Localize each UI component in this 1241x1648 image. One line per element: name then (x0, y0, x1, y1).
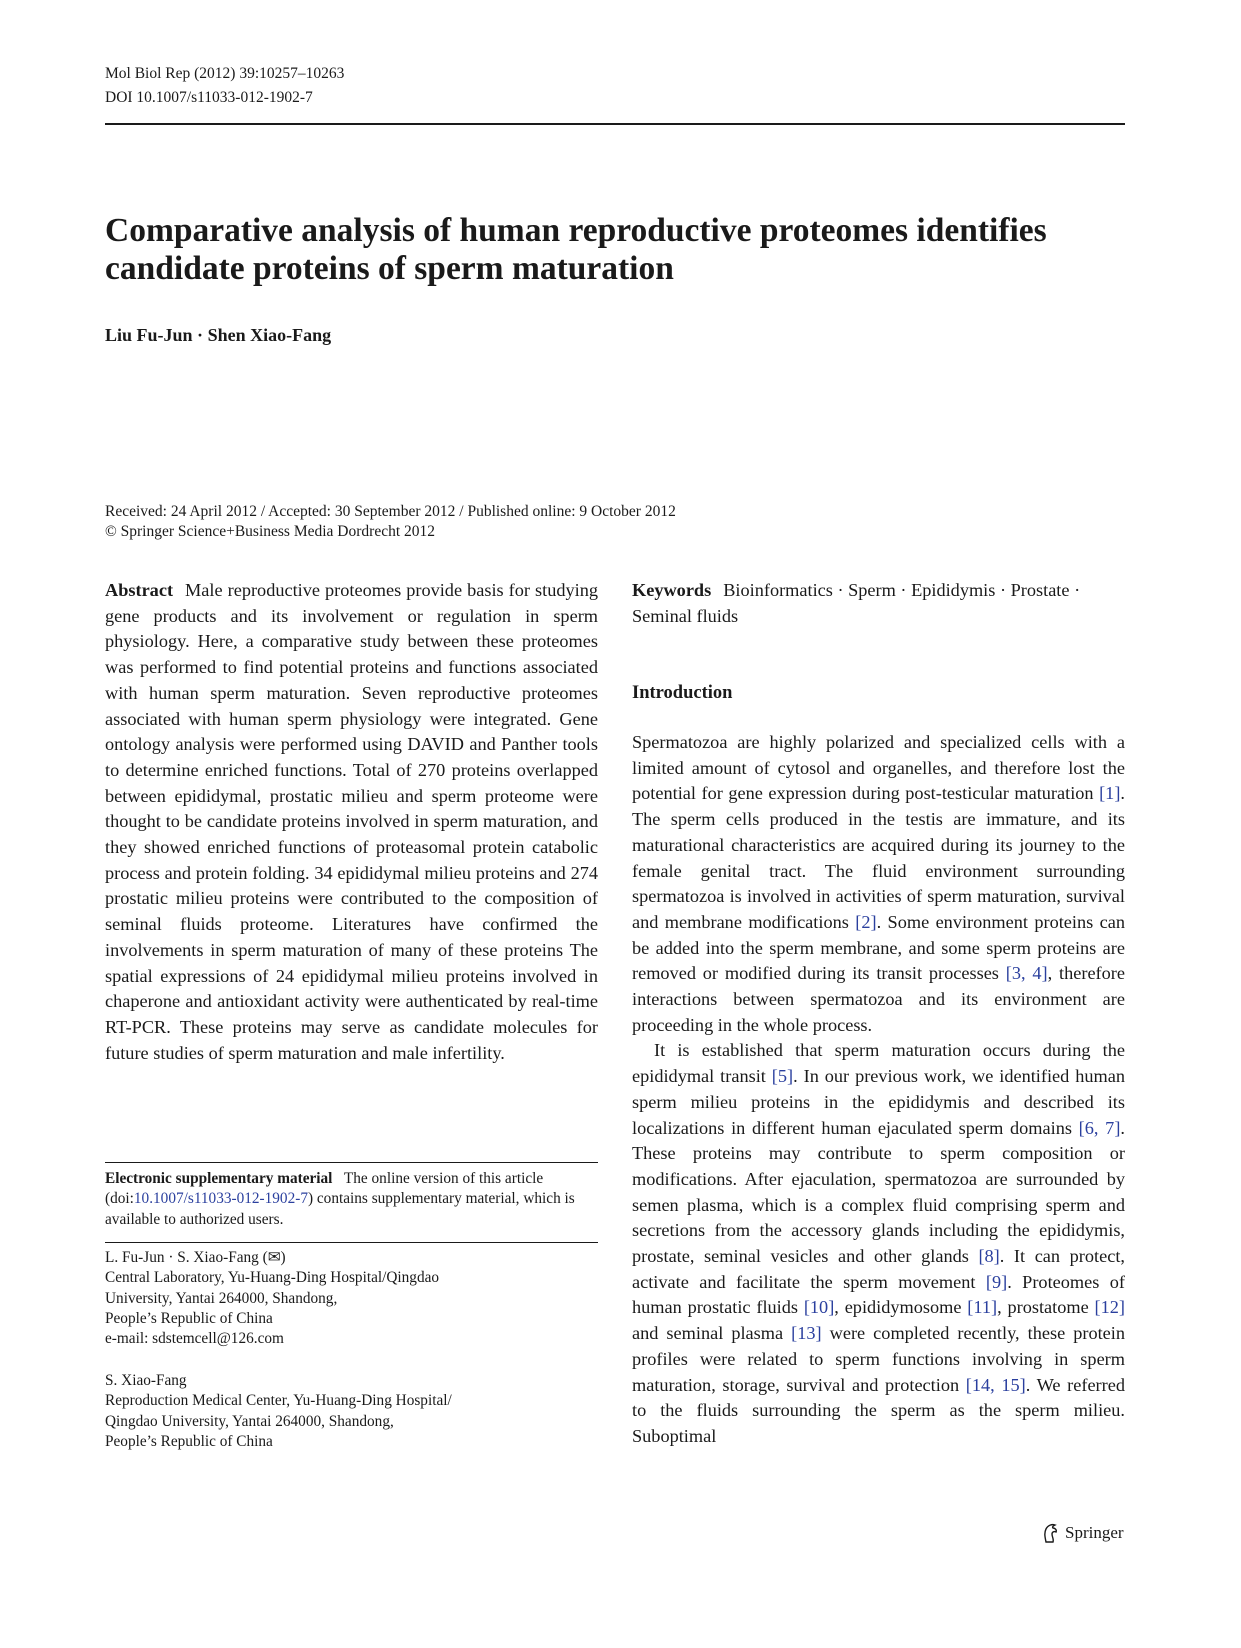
intro-text: . Some environment proteins can be added into the sperm membrane, and some sperm proteins are removed or modified during its transit processes (632, 911, 1126, 984)
author-separator: · (192, 325, 208, 345)
author-2: Shen Xiao-Fang (207, 325, 332, 345)
affiliation-1 (105, 1248, 598, 1349)
affil2-line2: Qingdao University, Yantai 264000, Shandong, (105, 1412, 394, 1430)
intro-text: . In our previous work, we identified human sperm milieu proteins in the epididymis and described its localizations in different human ejaculated sperm domains (632, 1066, 1125, 1138)
title-line-2: candidate proteins of sperm maturation (105, 250, 674, 287)
citation-link[interactable]: [12] (1094, 1297, 1125, 1318)
citation-link[interactable]: [10] (803, 1297, 835, 1318)
citation-link[interactable]: [11] (967, 1297, 998, 1318)
copyright-line: © Springer Science+Business Media Dordrecht 2012 (105, 523, 436, 540)
title-line-1: Comparative analysis of human reproductive proteomes identifies (105, 212, 1047, 249)
intro-text: Spermatozoa are highly polarized and specialized cells with a limited amount of cytosol and organelles, and therefore lost the potential for gene expression during post-testicular maturation (632, 732, 1125, 804)
citation-link[interactable]: [8] (978, 1246, 1000, 1267)
keywords-label: Keywords (632, 580, 712, 600)
affil1-line2: University, Yantai 264000, Shandong, (105, 1289, 338, 1307)
esm-label: Electronic supplementary material (105, 1170, 333, 1187)
citation-link[interactable]: [13] (791, 1323, 822, 1344)
article-title (105, 212, 1125, 288)
affil1-names: L. Fu-Jun · S. Xiao-Fang (✉) (105, 1249, 286, 1266)
intro-text: and seminal plasma (632, 1323, 792, 1344)
intro-text: were completed recently, these protein profiles were related to sperm functions involving in sperm maturation, storage, survival and protection (632, 1323, 1126, 1395)
intro-text: . These proteins may contribute to sperm composition or modifications. After ejaculation, spermatozoa are surrounded by semen plasma, which is a complex fluid comprising sperm and secretions from the accessory glands including the epididymis, prostate, seminal vesicles and other glands (632, 1117, 1125, 1267)
citation-link[interactable]: [2] (855, 911, 877, 932)
citation-link[interactable]: [5] (771, 1066, 794, 1087)
intro-paragraph-1 (632, 730, 1125, 1038)
keywords-text: Bioinformatics · Sperm · Epididymis · Prostate · Seminal fluids (632, 580, 1081, 626)
dates-line: Received: 24 April 2012 / Accepted: 30 September 2012 / Published online: 9 October 2012 (105, 503, 676, 520)
affil2-line3: People’s Republic of China (105, 1432, 273, 1450)
intro-text: It is established that sperm maturation occurs during the epididymal transit (632, 1040, 1125, 1087)
journal-citation: Mol Biol Rep (2012) 39:10257–10263 (105, 65, 345, 82)
author-list (105, 325, 331, 346)
header-rule (105, 123, 1125, 125)
intro-paragraph-2 (632, 1038, 1125, 1449)
author-1: Liu Fu-Jun (105, 325, 193, 345)
affil2-name: S. Xiao-Fang (105, 1372, 187, 1389)
intro-text: . We referred to the fluids surrounding the sperm as the sperm milieu. Suboptimal (632, 1374, 1125, 1446)
citation-link[interactable]: [6, 7] (1078, 1117, 1121, 1138)
citation-link[interactable]: [3, 4] (1005, 963, 1048, 984)
keywords (632, 578, 1125, 629)
esm-text-2: ) contains supplementary material, which is available to authorized users. (105, 1190, 575, 1228)
citation-link[interactable]: [1] (1099, 783, 1121, 804)
footnote-rule-2 (105, 1242, 598, 1243)
esm-doi-link[interactable]: 10.1007/s11033-012-1902-7 (133, 1190, 308, 1208)
introduction-heading: Introduction (632, 683, 733, 703)
intro-text: , epididymosome (834, 1297, 968, 1318)
esm-text-1: The online version of this article (doi: (105, 1170, 544, 1208)
supplementary-note (105, 1169, 598, 1230)
citation-link[interactable]: [9] (985, 1271, 1008, 1292)
affiliation-2 (105, 1371, 598, 1452)
affil1-line3: People’s Republic of China (105, 1309, 273, 1327)
affil1-line1: Central Laboratory, Yu-Huang-Ding Hospital/Qingdao (105, 1269, 440, 1287)
intro-text: . Proteomes of human prostatic fluids (632, 1271, 1125, 1318)
intro-text: . The sperm cells produced in the testis are immature, and its maturational characteristics are acquired during its journey to the female genital tract. The fluid environment surrounding spermatozoa is involved in activities of sperm maturation, survival and membrane modifications (632, 783, 1125, 932)
abstract-label: Abstract (105, 580, 174, 600)
publisher-name: Springer (1065, 1523, 1124, 1542)
intro-text: , prostatome (997, 1297, 1095, 1318)
publisher-logo (1040, 1522, 1124, 1544)
intro-text: . It can protect, activate and facilitate the sperm movement (632, 1246, 1125, 1292)
affil1-email[interactable]: e-mail: sdstemcell@126.com (105, 1330, 284, 1348)
abstract-text: Male reproductive proteomes provide basis for studying gene products and its involvement or regulation in sperm physiology. Here, a comparative study between these proteomes was performed to find potential proteins and functions associated with human sperm maturation. Seven reproductive proteomes associated with human sperm physiology were integrated. Gene ontology analysis were performed using DAVID and Panther tools to determine enriched functions. Total of 270 proteins overlapped between epididymal, prostatic milieu and sperm proteome were thought to be candidate proteins involved in sperm maturation, and they showed enriched functions of proteasomal protein catabolic process and protein folding. 34 epididymal milieu proteins and 274 prostatic milieu proteins were contributed to the composition of seminal fluids proteome. Literatures have confirmed the involvements in sperm maturation of many of these proteins The spatial expressions of 24 epididymal milieu proteins involved in chaperone and antioxidant activity were authenticated by real-time RT-PCR. These proteins may serve as candidate molecules for future studies of sperm maturation and male infertility. (105, 580, 598, 1063)
citation-link[interactable]: [14, 15] (965, 1374, 1026, 1395)
intro-text: , therefore interactions between spermatozoa and its environment are proceeding in the whole process. (632, 963, 1125, 1035)
publication-dates (105, 502, 676, 542)
footnote-rule-1 (105, 1162, 598, 1163)
abstract (105, 578, 598, 1066)
doi-line: DOI 10.1007/s11033-012-1902-7 (105, 89, 313, 106)
introduction-body (632, 730, 1125, 1450)
affil2-line1: Reproduction Medical Center, Yu-Huang-Ding Hospital/ (105, 1392, 452, 1410)
springer-horse-icon (1040, 1522, 1060, 1544)
